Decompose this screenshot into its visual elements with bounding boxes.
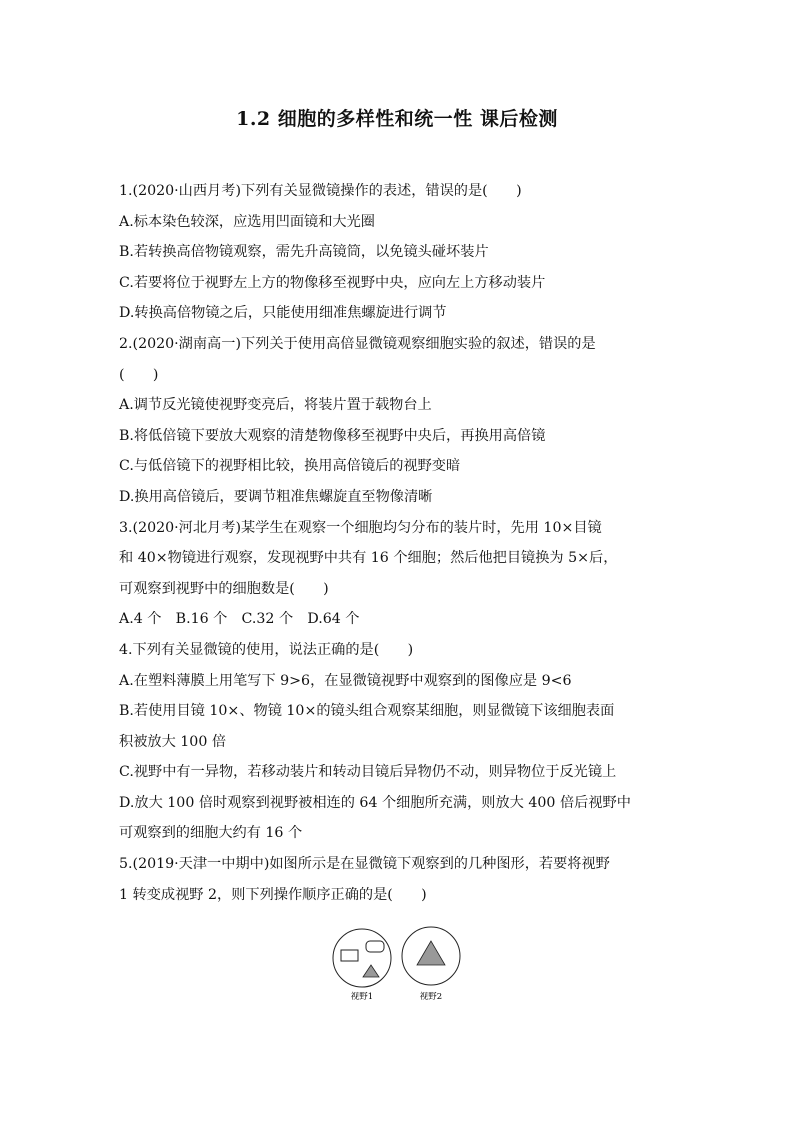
- field2-label: 视野2: [419, 992, 443, 1002]
- field1-circle: [333, 929, 391, 987]
- text-line: C.视野中有一异物，若移动装片和转动目镜后异物仍不动，则异物位于反光镜上: [119, 764, 617, 781]
- figure-svg: [328, 925, 468, 1007]
- text-line: 3.(2020·河北月考)某学生在观察一个细胞均匀分布的装片时，先用 10×目镜: [119, 519, 602, 536]
- text-line: A.在塑料薄膜上用笔写下 9>6，在显微镜视野中观察到的图像应是 9<6: [119, 672, 572, 689]
- text-line: D.转换高倍物镜之后，只能使用细准焦螺旋进行调节: [119, 305, 447, 322]
- text-line: 和 40×物镜进行观察，发现视野中共有 16 个细胞；然后他把目镜换为 5×后，: [119, 550, 618, 567]
- text-line: 1 转变成视野 2，则下列操作顺序正确的是( ): [119, 886, 427, 903]
- text-line: 1.(2020·山西月考)下列有关显微镜操作的表述，错误的是( ): [119, 183, 522, 199]
- text-line: D.放大 100 倍时观察到视野被相连的 64 个细胞所充满，则放大 400 倍后视野中: [119, 794, 631, 811]
- text-line: B.若使用目镜 10×、物镜 10×的镜头组合观察某细胞，则显微镜下该细胞表面: [119, 703, 615, 720]
- text-line: A.调节反光镜使视野变亮后，将装片置于载物台上: [119, 397, 432, 414]
- text-line: A.4 个 B.16 个 C.32 个 D.64 个: [119, 611, 360, 628]
- text-line: A.标本染色较深，应选用凹面镜和大光圈: [119, 213, 375, 230]
- rectangle-shape: [341, 950, 358, 961]
- field1-label: 视野1: [350, 992, 374, 1002]
- rounded-rectangle-shape: [366, 941, 384, 952]
- small-triangle-shape: [363, 965, 379, 977]
- text-line: D.换用高倍镜后，要调节粗准焦螺旋直至物像清晰: [119, 488, 433, 505]
- text-line: B.若转换高倍物镜观察，需先升高镜筒，以免镜头碰坏装片: [119, 244, 489, 261]
- text-line: 2.(2020·湖南高一)下列关于使用高倍显微镜观察细胞实验的叙述，错误的是: [119, 335, 596, 352]
- page-title: 1.2 细胞的多样性和统一性 课后检测: [236, 108, 558, 130]
- text-line: 可观察到视野中的细胞数是( ): [119, 580, 329, 597]
- question-content: [119, 176, 679, 910]
- text-line: 4.下列有关显微镜的使用，说法正确的是( ): [119, 641, 414, 658]
- text-line: B.将低倍镜下要放大观察的清楚物像移至视野中央后，再换用高倍镜: [119, 427, 546, 444]
- text-line: C.与低倍镜下的视野相比较，换用高倍镜后的视野变暗: [119, 458, 461, 475]
- text-line: ( ): [119, 366, 159, 383]
- text-line: 5.(2019·天津一中期中)如图所示是在显微镜下观察到的几种图形，若要将视野: [119, 856, 610, 873]
- text-line: 积被放大 100 倍: [119, 733, 227, 750]
- text-line: 可观察到的细胞大约有 16 个: [119, 825, 303, 842]
- large-triangle-shape: [417, 941, 445, 965]
- text-line: C.若要将位于视野左上方的物像移至视野中央，应向左上方移动装片: [119, 274, 546, 291]
- microscope-fields-figure: [328, 925, 468, 1007]
